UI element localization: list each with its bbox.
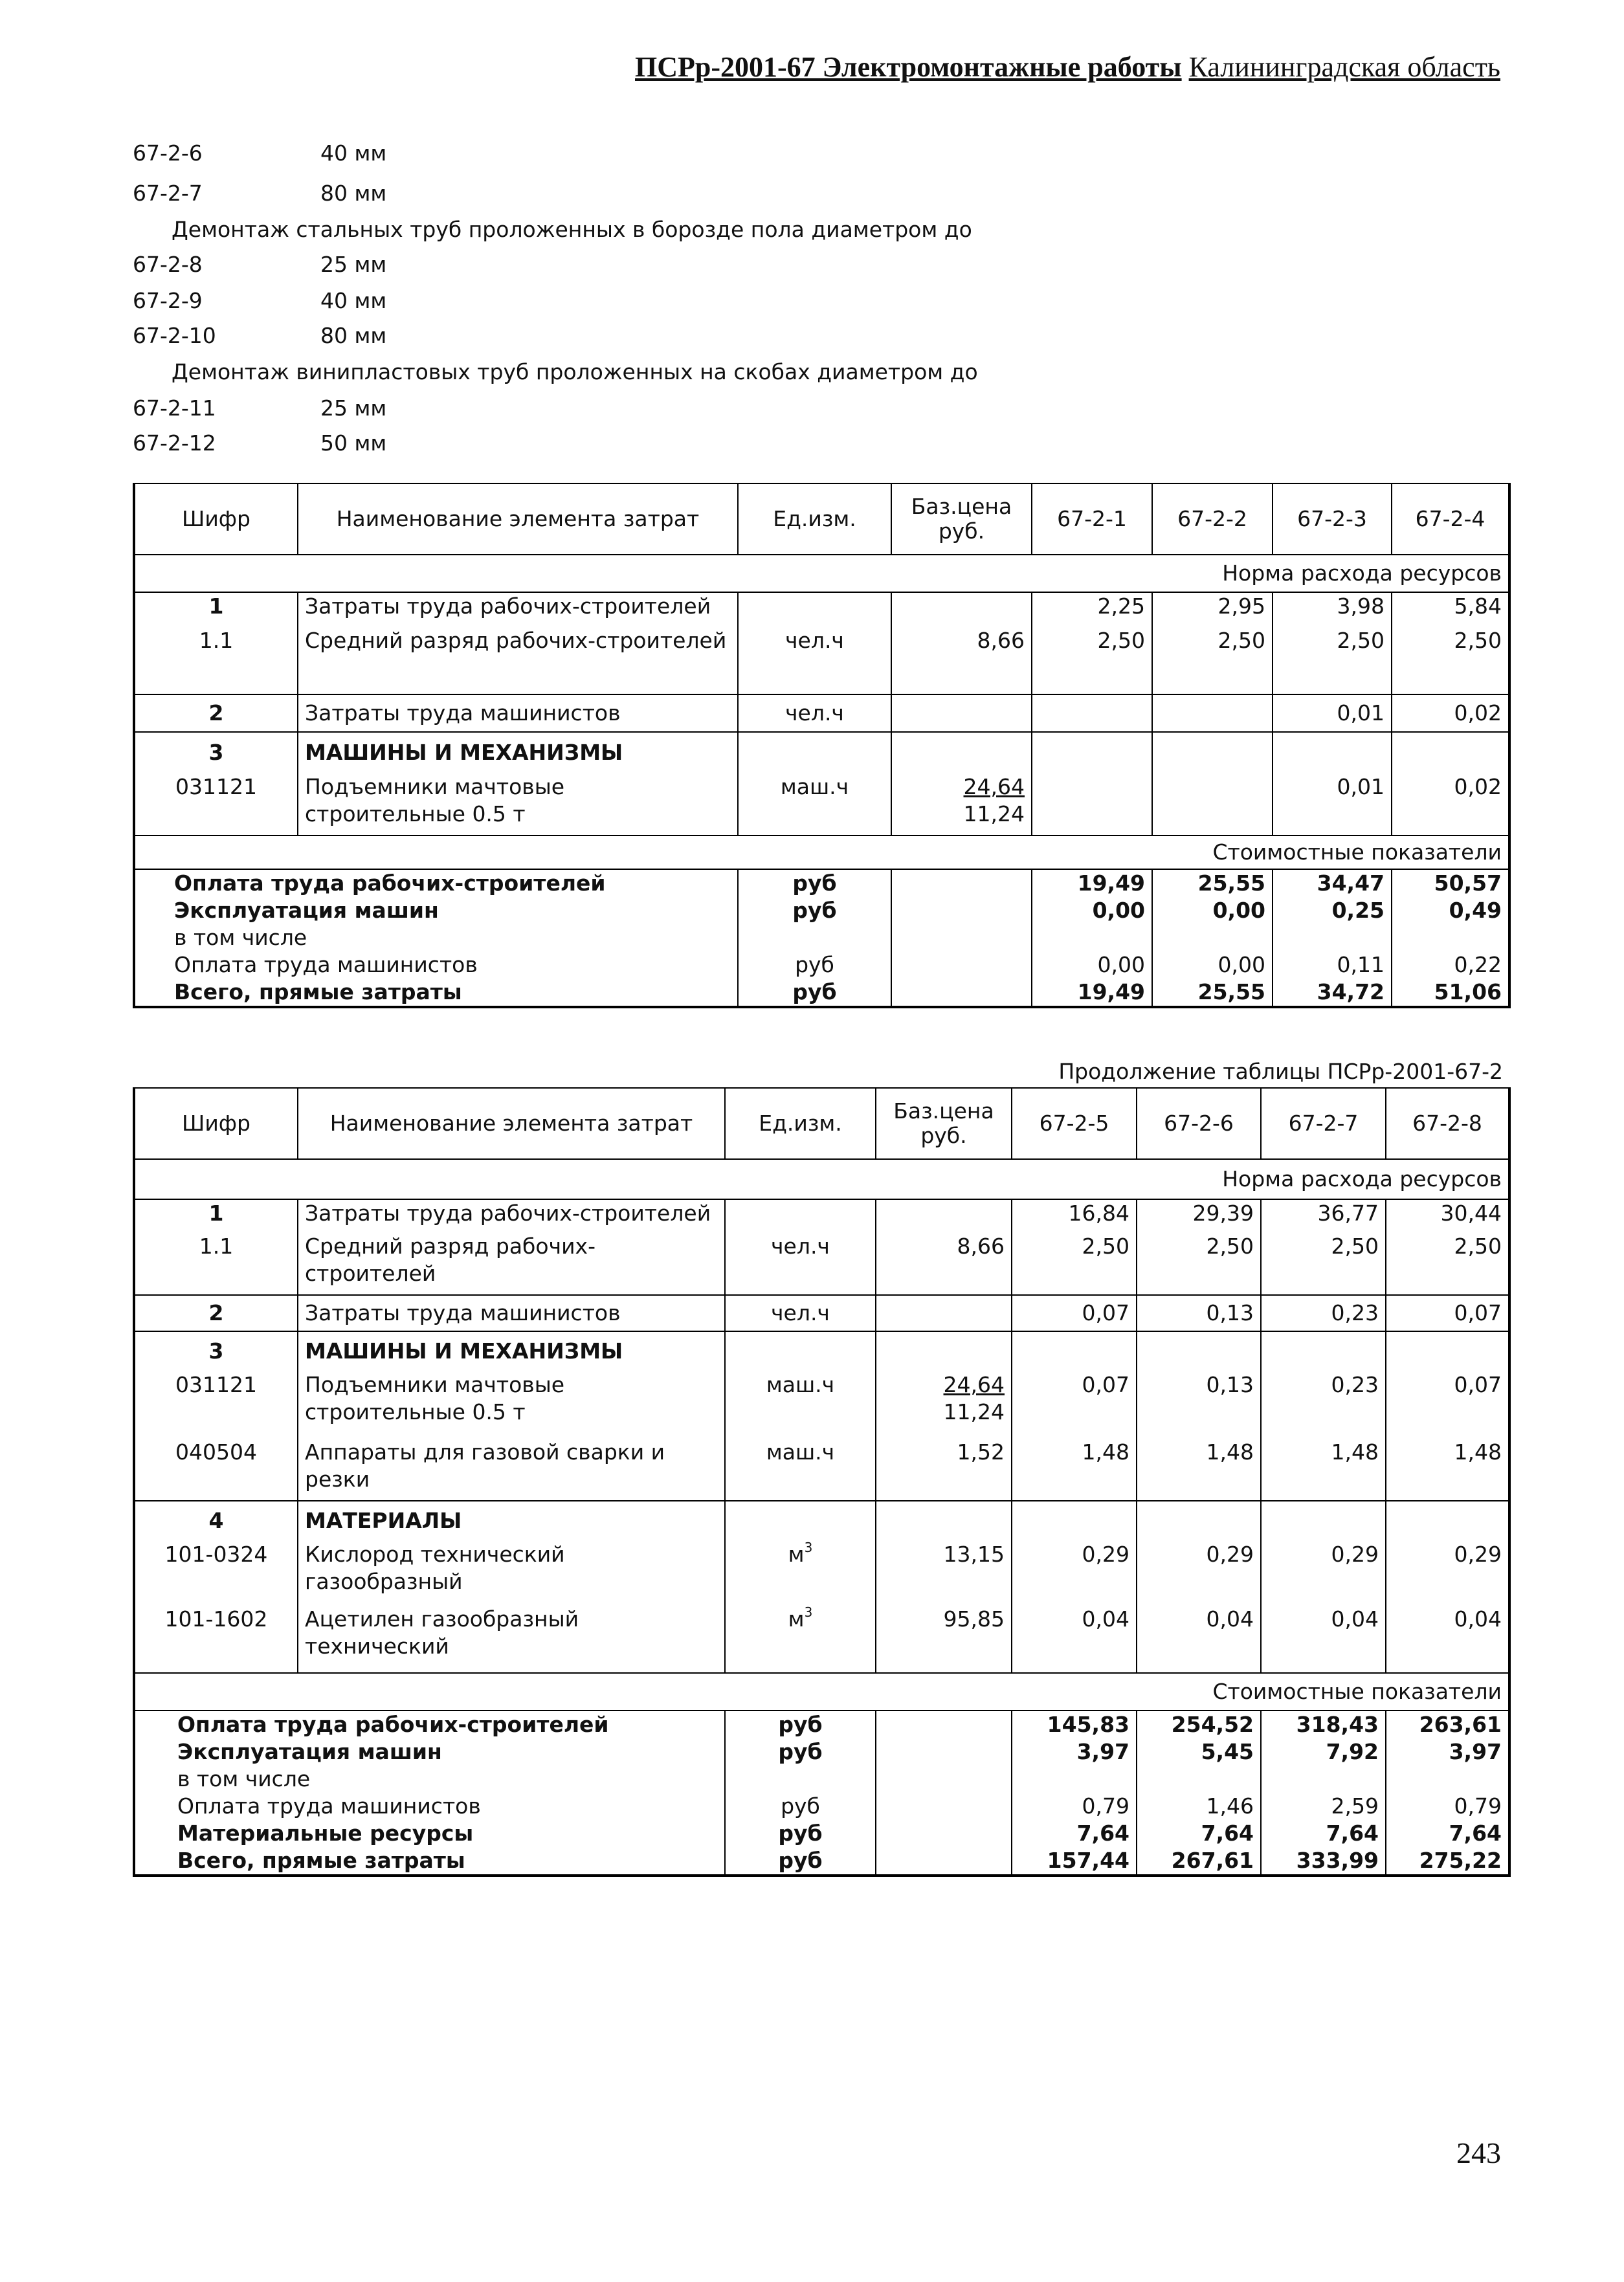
row-value: 0,23 (1261, 1295, 1386, 1331)
row-value: 0,07 (1386, 1371, 1509, 1439)
cost-unit: руб (725, 1793, 876, 1820)
cost-name: в том числе (134, 924, 738, 951)
list-code: 67-2-8 (133, 252, 203, 277)
cost-value: 275,22 (1386, 1847, 1509, 1876)
header-title: ПСРр-2001-67 Электромонтажные работы (635, 51, 1182, 83)
row-value: 29,39 (1137, 1199, 1261, 1233)
cost-value: 0,00 (1152, 951, 1273, 979)
cost-name: Материальные ресурсы (134, 1820, 725, 1847)
row-code: 3 (134, 732, 298, 773)
row-name: Подъемники мачтовые строительные 0.5 т (298, 773, 738, 836)
unit-superscript: 3 (804, 1540, 813, 1555)
list-heading: Демонтаж стальных труб проложенных в борозде пола диаметром до (172, 217, 972, 242)
cost-value: 0,00 (1152, 897, 1273, 924)
row-value (1032, 732, 1152, 773)
col-header: Шифр (134, 1088, 298, 1159)
table-row (134, 1233, 1509, 1295)
cost-price-empty (891, 897, 1032, 924)
row-value (1012, 1331, 1137, 1371)
list-size: 40 мм (320, 140, 387, 166)
norm-label: Норма расхода ресурсов (134, 555, 1509, 592)
table-row (134, 1371, 1509, 1439)
cost-value: 0,00 (1032, 951, 1152, 979)
row-value: 2,50 (1032, 627, 1152, 694)
row-value (1261, 1331, 1386, 1371)
cost-value: 3,97 (1386, 1738, 1509, 1766)
cost-name: Эксплуатация машин (134, 1738, 725, 1766)
cost-row (134, 897, 1509, 924)
cost-value: 145,83 (1012, 1711, 1137, 1738)
row-value: 2,50 (1273, 627, 1392, 694)
cost-value: 0,00 (1032, 897, 1152, 924)
cost-unit: руб (738, 951, 891, 979)
row-code: 1.1 (134, 627, 298, 694)
row-price (876, 1331, 1012, 1371)
list-code: 67-2-11 (133, 395, 216, 421)
list-size: 25 мм (320, 252, 387, 277)
cost-unit: руб (725, 1847, 876, 1876)
list-size: 25 мм (320, 395, 387, 421)
row-code: 101-0324 (134, 1541, 298, 1606)
row-code: 4 (134, 1501, 298, 1541)
page-header (0, 50, 1500, 83)
row-value: 30,44 (1386, 1199, 1509, 1233)
cost-value (1386, 1766, 1509, 1793)
row-price (891, 732, 1032, 773)
unit-superscript: 3 (804, 1604, 813, 1620)
table-row (134, 1501, 1509, 1541)
section-label-row (134, 555, 1509, 592)
row-value: 0,07 (1386, 1295, 1509, 1331)
row-price: 1,52 (876, 1439, 1012, 1501)
list-size: 80 мм (320, 181, 387, 206)
row-name: МАШИНЫ И МЕХАНИЗМЫ (298, 1331, 725, 1371)
resource-table-2 (133, 1087, 1511, 1877)
row-value: 0,01 (1273, 773, 1392, 836)
row-value: 0,23 (1261, 1371, 1386, 1439)
row-price (891, 592, 1032, 627)
row-value: 0,02 (1392, 773, 1509, 836)
col-header: 67-2-3 (1273, 483, 1392, 555)
row-unit (725, 1199, 876, 1233)
cost-value: 3,97 (1012, 1738, 1137, 1766)
section-label-row (134, 1159, 1509, 1199)
col-header: Ед.изм. (725, 1088, 876, 1159)
row-value: 0,07 (1012, 1371, 1137, 1439)
row-unit: маш.ч (725, 1439, 876, 1501)
cost-value: 5,45 (1137, 1738, 1261, 1766)
row-name: Затраты труда рабочих-строителей (298, 592, 738, 627)
row-name: Подъемники мачтовые строительные 0.5 т (298, 1371, 725, 1439)
row-value: 2,50 (1152, 627, 1273, 694)
cost-row (134, 1820, 1509, 1847)
cost-price-empty (891, 979, 1032, 1007)
cost-name: Эксплуатация машин (134, 897, 738, 924)
cost-name: в том числе (134, 1766, 725, 1793)
cost-unit: руб (738, 979, 891, 1007)
col-header: 67-2-8 (1386, 1088, 1509, 1159)
row-name: Аппараты для газовой сварки и резки (298, 1439, 725, 1501)
cost-name: Оплата труда рабочих-строителей (134, 869, 738, 897)
row-value (1032, 694, 1152, 732)
row-value (1152, 773, 1273, 836)
cost-value: 34,72 (1273, 979, 1392, 1007)
list-size: 50 мм (320, 430, 387, 456)
unit-text: м (788, 1606, 805, 1632)
row-name: Затраты труда рабочих-строителей (298, 1199, 725, 1233)
cost-value: 51,06 (1392, 979, 1509, 1007)
cost-value: 25,55 (1152, 979, 1273, 1007)
cost-unit (738, 924, 891, 951)
row-value (1261, 1501, 1386, 1541)
row-code: 2 (134, 1295, 298, 1331)
cost-price-empty (876, 1766, 1012, 1793)
cost-value: 0,79 (1012, 1793, 1137, 1820)
row-unit (725, 1541, 876, 1606)
row-unit (725, 1331, 876, 1371)
cost-price-empty (891, 869, 1032, 897)
cost-unit: руб (725, 1711, 876, 1738)
list-code: 67-2-6 (133, 140, 203, 166)
cost-value: 25,55 (1152, 869, 1273, 897)
row-value: 0,02 (1392, 694, 1509, 732)
row-code: 040504 (134, 1439, 298, 1501)
list-size: 40 мм (320, 288, 387, 313)
cost-value (1392, 924, 1509, 951)
row-price (876, 1501, 1012, 1541)
row-value: 3,98 (1273, 592, 1392, 627)
section-label-row (134, 836, 1509, 869)
cost-unit (725, 1766, 876, 1793)
cost-price-empty (876, 1820, 1012, 1847)
row-value: 0,29 (1012, 1541, 1137, 1606)
cost-name: Оплата труда машинистов (134, 1793, 725, 1820)
cost-row (134, 1793, 1509, 1820)
row-code: 031121 (134, 1371, 298, 1439)
price-current: 24,64 (943, 1372, 1005, 1397)
row-name: МАТЕРИАЛЫ (298, 1501, 725, 1541)
cost-value: 19,49 (1032, 979, 1152, 1007)
col-header: Ед.изм. (738, 483, 891, 555)
col-header: 67-2-7 (1261, 1088, 1386, 1159)
row-value: 36,77 (1261, 1199, 1386, 1233)
cost-row (134, 869, 1509, 897)
list-code: 67-2-12 (133, 430, 216, 456)
cost-value: 0,25 (1273, 897, 1392, 924)
col-header: Наименование элемента затрат (298, 483, 738, 555)
row-value (1152, 694, 1273, 732)
cost-price-empty (876, 1847, 1012, 1876)
col-header: 67-2-1 (1032, 483, 1152, 555)
row-unit: маш.ч (725, 1371, 876, 1439)
cost-value: 50,57 (1392, 869, 1509, 897)
row-unit: маш.ч (738, 773, 891, 836)
cost-row (134, 1711, 1509, 1738)
list-heading: Демонтаж винипластовых труб проложенных на скобах диаметром до (172, 359, 978, 384)
continuation-label: Продолжение таблицы ПСРр-2001-67-2 (1058, 1059, 1503, 1084)
row-value: 2,50 (1392, 627, 1509, 694)
cost-row (134, 979, 1509, 1007)
row-value: 2,50 (1137, 1233, 1261, 1295)
row-code: 1 (134, 592, 298, 627)
row-unit: чел.ч (725, 1295, 876, 1331)
row-value (1032, 773, 1152, 836)
row-value: 0,04 (1012, 1606, 1137, 1673)
cost-row (134, 951, 1509, 979)
row-value: 0,04 (1137, 1606, 1261, 1673)
row-value: 5,84 (1392, 592, 1509, 627)
row-value: 2,50 (1261, 1233, 1386, 1295)
norm-label: Норма расхода ресурсов (134, 1159, 1509, 1199)
table-row (134, 1606, 1509, 1673)
cost-row (134, 1766, 1509, 1793)
section-label-row (134, 1673, 1509, 1711)
row-price: 8,66 (891, 627, 1032, 694)
row-unit: чел.ч (725, 1233, 876, 1295)
table-header-row (134, 1088, 1509, 1159)
cost-unit: руб (738, 897, 891, 924)
cost-name: Оплата труда рабочих-строителей (134, 1711, 725, 1738)
row-value: 0,04 (1261, 1606, 1386, 1673)
row-value: 0,29 (1137, 1541, 1261, 1606)
price-current: 24,64 (963, 774, 1025, 799)
row-value (1012, 1501, 1137, 1541)
row-value: 2,50 (1386, 1233, 1509, 1295)
cost-price-empty (876, 1793, 1012, 1820)
cost-name: Всего, прямые затраты (134, 1847, 725, 1876)
row-name: Средний разряд рабочих-строителей (298, 1233, 725, 1295)
row-code: 031121 (134, 773, 298, 836)
row-unit: чел.ч (738, 627, 891, 694)
row-name: Средний разряд рабочих-строителей (298, 627, 738, 694)
list-code: 67-2-10 (133, 323, 216, 348)
cost-row (134, 1738, 1509, 1766)
cost-price-empty (891, 951, 1032, 979)
row-code: 3 (134, 1331, 298, 1371)
row-name: Ацетилен газообразный технический (298, 1606, 725, 1673)
price-base: 11,24 (963, 801, 1025, 826)
table-row (134, 1295, 1509, 1331)
cost-value: 263,61 (1386, 1711, 1509, 1738)
col-header: Баз.цена руб. (876, 1088, 1012, 1159)
table-row (134, 1541, 1509, 1606)
row-value: 2,50 (1012, 1233, 1137, 1295)
col-header: 67-2-6 (1137, 1088, 1261, 1159)
row-price (891, 694, 1032, 732)
row-value (1137, 1331, 1261, 1371)
cost-label: Стоимостные показатели (134, 836, 1509, 869)
row-value (1273, 732, 1392, 773)
row-code: 1 (134, 1199, 298, 1233)
cost-unit: руб (738, 869, 891, 897)
row-price (891, 773, 1032, 836)
cost-value: 0,22 (1392, 951, 1509, 979)
cost-value: 7,64 (1261, 1820, 1386, 1847)
cost-value: 0,49 (1392, 897, 1509, 924)
cost-price-empty (876, 1738, 1012, 1766)
row-value (1386, 1501, 1509, 1541)
cost-value: 7,64 (1386, 1820, 1509, 1847)
row-value: 1,48 (1261, 1439, 1386, 1501)
cost-value (1137, 1766, 1261, 1793)
table-header-row (134, 483, 1509, 555)
cost-value: 318,43 (1261, 1711, 1386, 1738)
row-unit: чел.ч (738, 694, 891, 732)
table-row (134, 1439, 1509, 1501)
row-value: 1,48 (1137, 1439, 1261, 1501)
price-base: 11,24 (943, 1399, 1005, 1424)
row-price: 95,85 (876, 1606, 1012, 1673)
row-name: Кислород технический газообразный (298, 1541, 725, 1606)
row-value (1392, 732, 1509, 773)
cost-name: Оплата труда машинистов (134, 951, 738, 979)
row-value (1137, 1501, 1261, 1541)
unit-text: м (788, 1542, 805, 1567)
cost-value: 0,11 (1273, 951, 1392, 979)
list-code: 67-2-9 (133, 288, 203, 313)
table-row (134, 1199, 1509, 1233)
row-value: 0,04 (1386, 1606, 1509, 1673)
cost-value (1152, 924, 1273, 951)
page-number: 243 (1456, 2136, 1501, 2169)
row-price (876, 1295, 1012, 1331)
row-value: 0,29 (1261, 1541, 1386, 1606)
row-value: 0,01 (1273, 694, 1392, 732)
row-code: 1.1 (134, 1233, 298, 1295)
list-code: 67-2-7 (133, 181, 203, 206)
cost-value: 19,49 (1032, 869, 1152, 897)
row-value: 16,84 (1012, 1199, 1137, 1233)
table-row (134, 773, 1509, 836)
row-unit (725, 1606, 876, 1673)
table-row (134, 1331, 1509, 1371)
cost-unit: руб (725, 1738, 876, 1766)
row-unit (738, 592, 891, 627)
cost-value: 1,46 (1137, 1793, 1261, 1820)
col-header: 67-2-4 (1392, 483, 1509, 555)
cost-price-empty (876, 1711, 1012, 1738)
col-header: 67-2-2 (1152, 483, 1273, 555)
col-header: Баз.цена руб. (891, 483, 1032, 555)
cost-row (134, 924, 1509, 951)
cost-value: 7,64 (1137, 1820, 1261, 1847)
resource-table-1 (133, 483, 1511, 1008)
row-name: МАШИНЫ И МЕХАНИЗМЫ (298, 732, 738, 773)
row-value (1152, 732, 1273, 773)
cost-value: 7,92 (1261, 1738, 1386, 1766)
cost-value (1273, 924, 1392, 951)
cost-row (134, 1847, 1509, 1876)
row-name: Затраты труда машинистов (298, 1295, 725, 1331)
row-price (876, 1371, 1012, 1439)
row-code: 2 (134, 694, 298, 732)
table-row (134, 694, 1509, 732)
cost-price-empty (891, 924, 1032, 951)
row-price: 13,15 (876, 1541, 1012, 1606)
cost-value: 34,47 (1273, 869, 1392, 897)
cost-label: Стоимостные показатели (134, 1673, 1509, 1711)
row-unit (725, 1501, 876, 1541)
row-price (876, 1199, 1012, 1233)
col-header: Шифр (134, 483, 298, 555)
cost-value: 7,64 (1012, 1820, 1137, 1847)
table-row (134, 627, 1509, 694)
row-value (1386, 1331, 1509, 1371)
row-value: 2,25 (1032, 592, 1152, 627)
row-price: 8,66 (876, 1233, 1012, 1295)
cost-value: 0,79 (1386, 1793, 1509, 1820)
header-region: Калининградская область (1188, 51, 1500, 83)
cost-value (1261, 1766, 1386, 1793)
cost-value: 157,44 (1012, 1847, 1137, 1876)
cost-value: 254,52 (1137, 1711, 1261, 1738)
row-value: 0,07 (1012, 1295, 1137, 1331)
col-header: 67-2-5 (1012, 1088, 1137, 1159)
row-code: 101-1602 (134, 1606, 298, 1673)
row-value: 1,48 (1386, 1439, 1509, 1501)
row-unit (738, 732, 891, 773)
list-size: 80 мм (320, 323, 387, 348)
row-value: 0,13 (1137, 1371, 1261, 1439)
cost-unit: руб (725, 1820, 876, 1847)
row-value: 0,13 (1137, 1295, 1261, 1331)
cost-value: 333,99 (1261, 1847, 1386, 1876)
table-row (134, 592, 1509, 627)
cost-value (1012, 1766, 1137, 1793)
cost-value (1032, 924, 1152, 951)
row-name: Затраты труда машинистов (298, 694, 738, 732)
table-row (134, 732, 1509, 773)
col-header: Наименование элемента затрат (298, 1088, 725, 1159)
cost-value: 2,59 (1261, 1793, 1386, 1820)
row-value: 0,29 (1386, 1541, 1509, 1606)
cost-name: Всего, прямые затраты (134, 979, 738, 1007)
row-value: 2,95 (1152, 592, 1273, 627)
cost-value: 267,61 (1137, 1847, 1261, 1876)
row-value: 1,48 (1012, 1439, 1137, 1501)
